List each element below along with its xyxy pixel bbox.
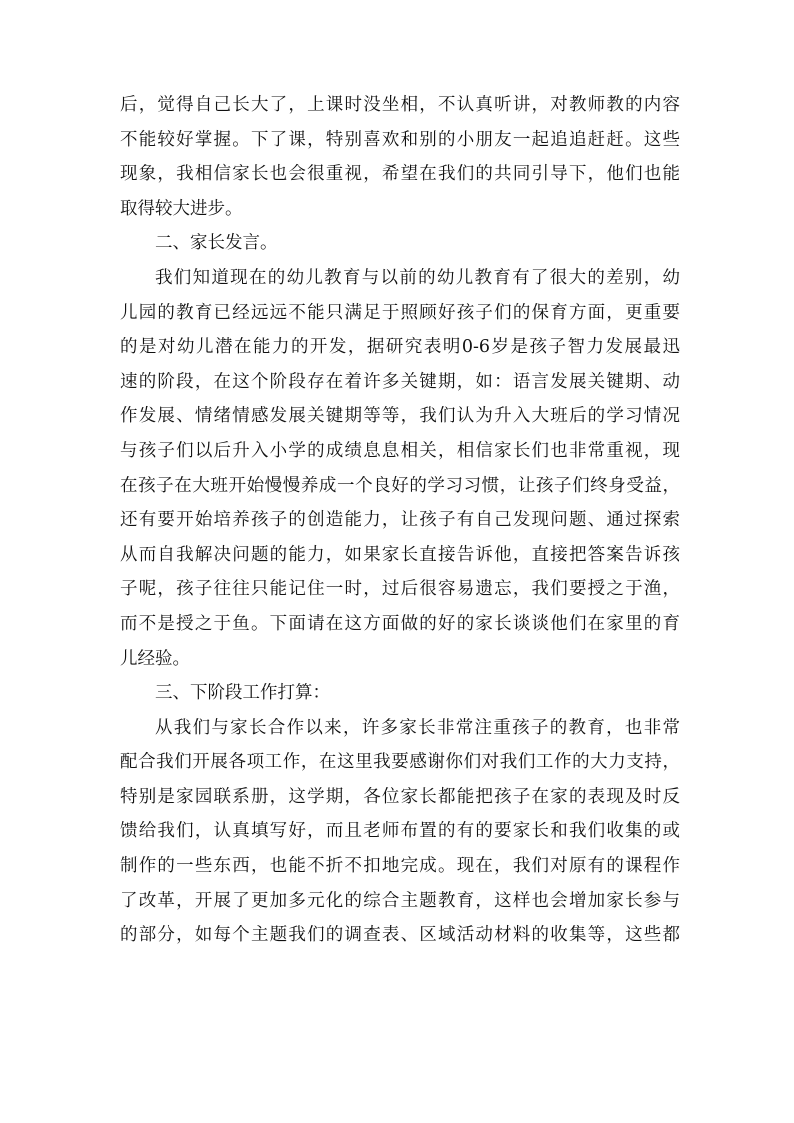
text-line: 了改革，开展了更加多元化的综合主题教育，这样也会增加家长参与 (120, 890, 680, 911)
text-line: 取得较大进步。 (120, 198, 243, 219)
text-line: 速的阶段，在这个阶段存在着许多关键期，如：语言发展关键期、动 (120, 371, 680, 392)
text-line: 不能较好掌握。下了课，特别喜欢和别的小朋友一起追追赶赶。这些 (120, 129, 680, 150)
text-line: 现象，我相信家长也会很重视，希望在我们的共同引导下，他们也能 (120, 164, 680, 185)
text-line: 还有要开始培养孩子的创造能力，让孩子有自己发现问题、通过探索 (120, 510, 680, 531)
text-line: 而不是授之于鱼。下面请在这方面做的好的家长谈谈他们在家里的育 (120, 613, 680, 634)
text-line: 作发展、情绪情感发展关键期等等，我们认为升入大班后的学习情况 (120, 406, 680, 427)
text-line: 制作的一些东西，也能不折不扣地完成。现在，我们对原有的课程作 (120, 856, 680, 877)
text-line: 子呢，孩子往往只能记住一时，过后很容易遗忘，我们要授之于渔， (120, 579, 680, 600)
text-line: 从我们与家长合作以来，许多家长非常注重孩子的教育，也非常 (155, 717, 680, 738)
text-line: 儿园的教育已经远远不能只满足于照顾好孩子们的保育方面，更重要 (120, 302, 680, 323)
text-line: 我们知道现在的幼儿教育与以前的幼儿教育有了很大的差别，幼 (155, 267, 680, 288)
text-line: 在孩子在大班开始慢慢养成一个良好的学习习惯，让孩子们终身受益， (120, 475, 680, 496)
text-line: 的是对幼儿潜在能力的开发，据研究表明0-6岁是孩子智力发展最迅 (120, 337, 680, 358)
text-line: 配合我们开展各项工作，在这里我要感谢你们对我们工作的大力支持， (120, 752, 680, 773)
text-line: 从而自我解决问题的能力，如果家长直接告诉他，直接把答案告诉孩 (120, 544, 680, 565)
text-line: 馈给我们，认真填写好，而且老师布置的有的要家长和我们收集的或 (120, 821, 680, 842)
document-body (120, 88, 680, 953)
text-line: 与孩子们以后升入小学的成绩息息相关，相信家长们也非常重视，现 (120, 440, 680, 461)
text-line: 二、家长发言。 (155, 233, 278, 254)
text-line: 后，觉得自己长大了，上课时没坐相，不认真听讲，对教师教的内容 (120, 95, 680, 115)
text-line: 儿经验。 (120, 648, 190, 669)
text-line: 三、下阶段工作打算： (155, 683, 330, 704)
text-line: 的部分，如每个主题我们的调查表、区域活动材料的收集等，这些都 (120, 925, 680, 946)
text-line: 特别是家园联系册，这学期，各位家长都能把孩子在家的表现及时反 (120, 786, 680, 807)
